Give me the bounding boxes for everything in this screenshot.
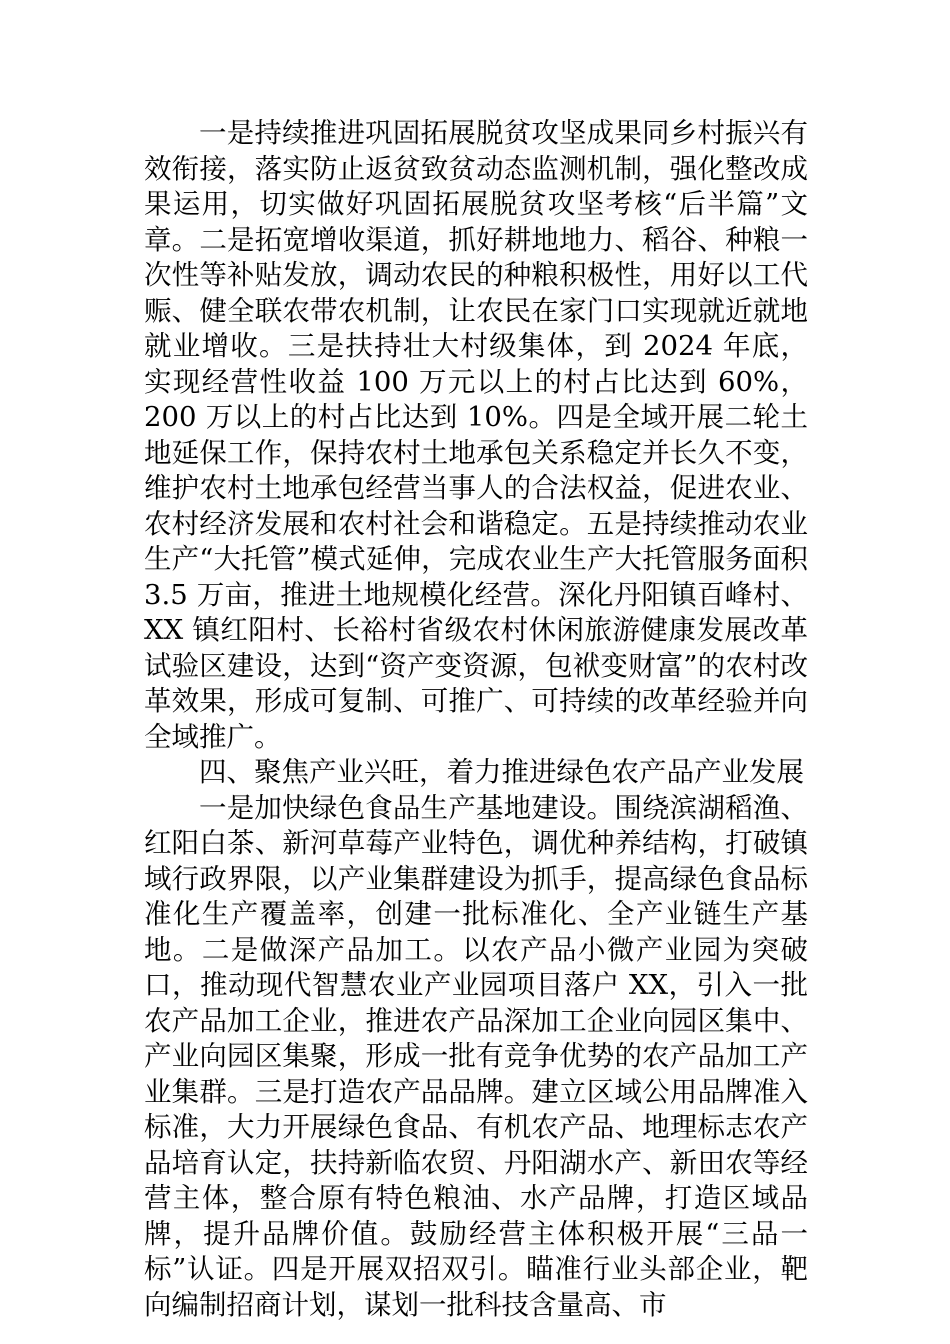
section-heading: 四、聚焦产业兴旺，着力推进绿色农产品产业发展: [199, 756, 804, 788]
body-paragraph: 一是持续推进巩固拓展脱贫攻坚成果同乡村振兴有效衔接，落实防止返贫致贫动态监测机制，强化整改成果运用，切实做好巩固拓展脱贫攻坚考核“后半篇”文章。二是拓宽增收渠道，抓好耕地地力、稻谷、种粮一次性等补贴发放，调动农民的种粮积极性，用好以工代赈、健全联农带农机制，让农民在家门口实现就近就地就业增收。三是扶持壮大村级集体，到 2024 年底，实现经营性收益 100 万元以上的村占比达到 60%，200 万以上的村占比达到 10%。四是全域开展二轮土地延保工作，保持农村土地承包关系稳定并长久不变，维护农村土地承包经营当事人的合法权益，促进农业、农村经济发展和农村社会和谐稳定。五是持续推动农业生产“大托管”模式延伸，完成农业生产大托管服务面积 3.5 万亩，推进土地规模化经营。深化丹阳镇百峰村、XX 镇红阳村、长裕村省级农村休闲旅游健康发展改革试验区建设，达到“资产变资源，包袱变财富”的农村改革效果，形成可复制、可推广、可持续的改革经验并向全域推广。: [144, 117, 808, 753]
body-paragraph: 一是加快绿色食品生产基地建设。围绕滨湖稻渔、红阳白茶、新河草莓产业特色，调优种养结构，打破镇域行政界限，以产业集群建设为抓手，提高绿色食品标准化生产覆盖率，创建一批标准化、全产业链生产基地。二是做深产品加工。以农产品小微产业园为突破口，推动现代智慧农业产业园项目落户 XX，引入一批农产品加工企业，推进农产品深加工企业向园区集中、产业向园区集聚，形成一批有竞争优势的农产品加工产业集群。三是打造农产品品牌。建立区域公用品牌准入标准，大力开展绿色食品、有机农产品、地理标志农产品培育认定，扶持新临农贸、丹阳湖水产、新田农等经营主体，整合原有特色粮油、水产品牌，打造区域品牌，提升品牌价值。鼓励经营主体积极开展“三品一标”认证。四是开展双招双引。瞄准行业头部企业，靶向编制招商计划，谋划一批科技含量高、市: [144, 791, 808, 1321]
document-page: [144, 116, 808, 1323]
